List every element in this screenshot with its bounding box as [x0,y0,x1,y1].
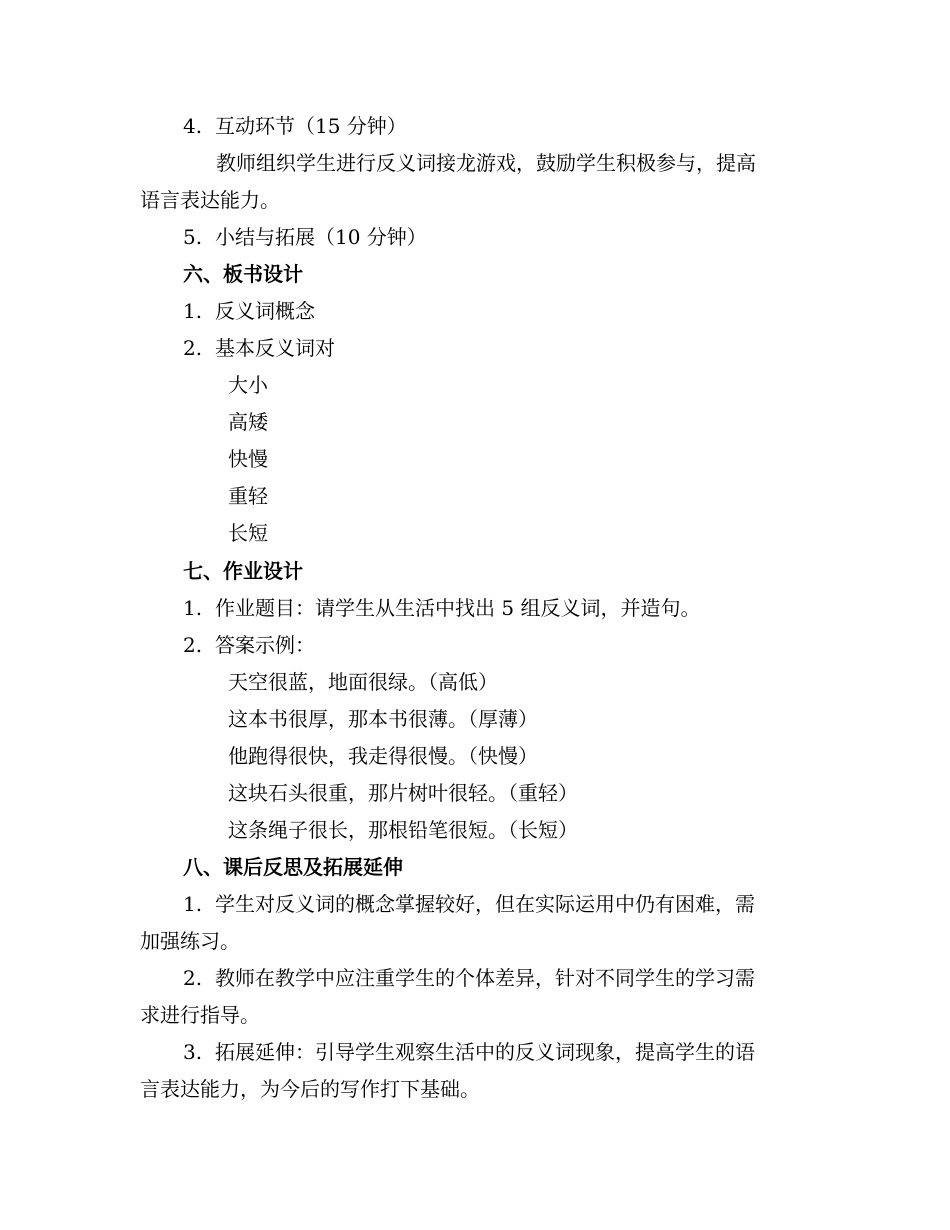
paragraph-line: 加强练习。 [140,929,240,953]
example-sentence: 这本书很厚，那本书很薄。（厚薄） [228,707,538,731]
section-heading-reflection: 八、课后反思及拓展延伸 [183,855,403,879]
list-item [183,886,755,923]
list-item-summary [183,219,427,256]
list-text: 互动环节（15 分钟） [215,114,407,138]
list-number: 2. [183,633,203,657]
list-item [183,627,315,664]
antonym-pair: 长短 [228,521,268,545]
paragraph-line: 求进行指导。 [140,1003,260,1027]
list-number: 4. [183,114,203,138]
section-heading-homework: 七、作业设计 [183,559,303,583]
list-number: 5. [183,225,203,249]
antonym-pair: 重轻 [228,484,268,508]
antonym-pair: 快慢 [228,447,268,471]
antonym-pair: 高矮 [228,410,268,434]
paragraph-line: 语言表达能力。 [140,188,280,212]
list-text: 基本反义词对 [215,336,335,360]
list-number: 1. [183,892,203,916]
antonym-pair: 大小 [228,373,268,397]
list-item [183,960,755,997]
list-item [183,1034,755,1071]
list-item [183,330,335,367]
list-item [183,590,700,627]
paragraph-line: 言表达能力，为今后的写作打下基础。 [140,1077,480,1101]
list-text: 教师在教学中应注重学生的个体差异，针对不同学生的学习需 [215,966,755,990]
list-item [183,293,315,330]
example-sentence: 天空很蓝，地面很绿。（高低） [228,670,498,694]
list-text: 学生对反义词的概念掌握较好，但在实际运用中仍有困难，需 [215,892,755,916]
example-sentence: 他跑得很快，我走得很慢。（快慢） [228,744,538,768]
list-text: 反义词概念 [215,299,315,323]
list-text: 作业题目：请学生从生活中找出 5 组反义词，并造句。 [215,596,701,620]
example-sentence: 这条绳子很长，那根铅笔很短。（长短） [228,818,578,842]
list-item-interaction [183,108,407,145]
list-number: 1. [183,596,203,620]
list-number: 3. [183,1040,203,1064]
example-sentence: 这块石头很重，那片树叶很轻。（重轻） [228,781,578,805]
list-number: 2. [183,966,203,990]
list-text: 小结与拓展（10 分钟） [215,225,427,249]
section-heading-board-design: 六、板书设计 [183,262,303,286]
list-text: 拓展延伸：引导学生观察生活中的反义词现象，提高学生的语 [215,1040,755,1064]
paragraph-line: 教师组织学生进行反义词接龙游戏，鼓励学生积极参与，提高 [216,151,756,175]
list-number: 2. [183,336,203,360]
list-number: 1. [183,299,203,323]
list-text: 答案示例： [215,633,315,657]
